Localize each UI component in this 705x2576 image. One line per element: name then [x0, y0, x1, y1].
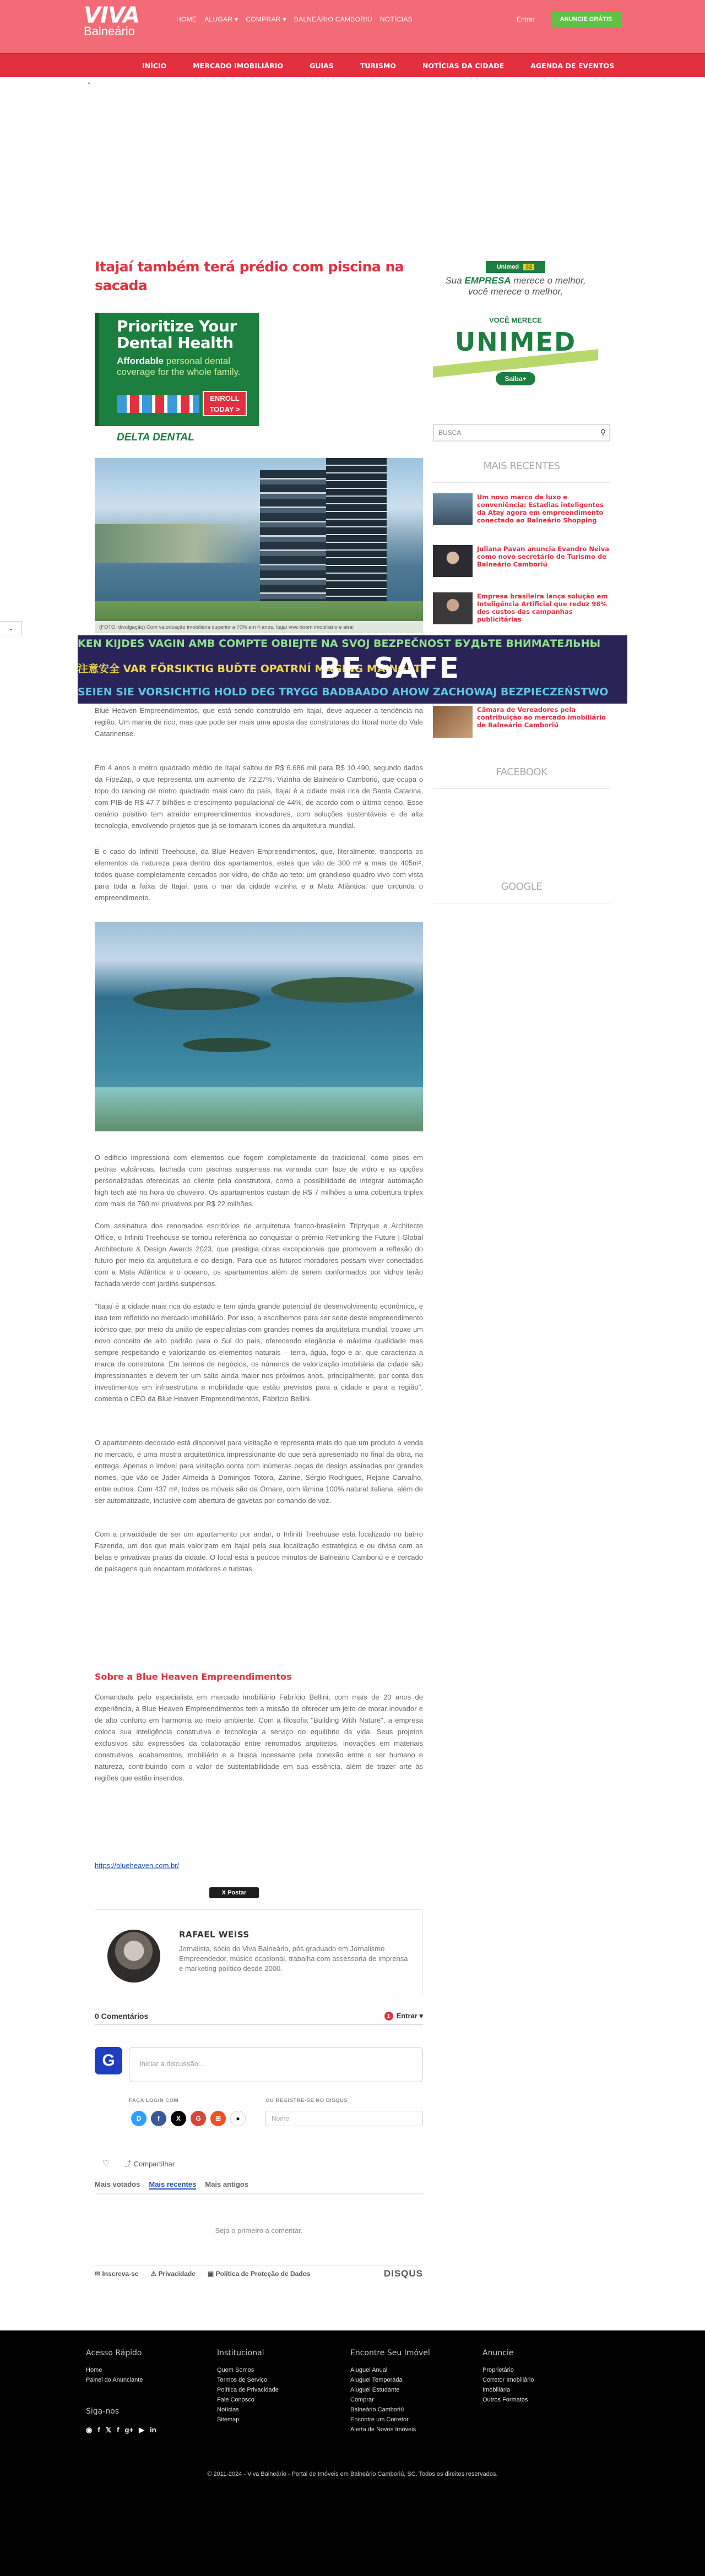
facebook-icon[interactable]: f — [97, 2426, 100, 2434]
category-nav — [0, 53, 705, 77]
name-input[interactable]: Nome — [265, 2111, 423, 2126]
footer-link[interactable]: Proprietário — [482, 2367, 514, 2373]
recent-title: MAIS RECENTES — [483, 460, 560, 472]
article-paragraph: Blue Heaven Empreendimentos, que está sendo construído em Itajaí, deve aquecer a tendência na região. Um mania de rico, mas que pode ser mais uma aposta das construtoras do litoral norte do Vale Catarinense. — [95, 706, 423, 738]
nav-comprar[interactable]: COMPRAR ▾ — [246, 15, 286, 23]
nav-alugar[interactable]: ALUGAR ▾ — [204, 15, 238, 23]
image-caption: (FOTO: divulgação) Com valorização imobiliária superior a 70% em 4 anos, Itajaí vive boom imobiliário e atrai — [95, 621, 423, 633]
x-login-icon[interactable]: X — [171, 2111, 186, 2126]
instagram-icon[interactable]: ◉ — [86, 2426, 93, 2434]
island — [271, 977, 414, 1003]
footer-col-acesso — [86, 2349, 196, 2385]
footer-link[interactable]: Sitemap — [217, 2416, 240, 2423]
cat-turismo[interactable]: TURISMO — [360, 61, 396, 70]
comment-input[interactable]: Iniciar a discussão... — [129, 2047, 423, 2082]
recent-thumb — [433, 706, 473, 738]
linkedin-icon[interactable]: in — [150, 2426, 156, 2434]
comments-section — [95, 2008, 423, 2025]
facebook-alt-icon[interactable]: f — [117, 2426, 120, 2434]
footer-link[interactable]: Aluguel Estudante — [350, 2387, 400, 2393]
article-paragraph: Comandada pelo especialista em mercado imobiliário Fabrício Bellini, com mais de 20 anos de experiência, a Blue Heaven Empreendimentos tem a missão de oferecer um jeito de morar inovador e de alto conforto em harmonia ao meio ambiente. Com a filosofia "Building With Nature", a empresa coloca sua inteligência construtiva e tecnologia a serviço do equilíbrio da vida. Seus projetos exclusivos são expressões da colaboração entre renomados arquitetos, inovações em materiais construtivos, acabamentos, mobiliário e a busca incessante pela conexão entre o ser humano e natureza, contribuindo com o valor de sustentabilidade em sua essência, além de trazer arte às regiões que estão inseridos. — [95, 1693, 423, 1782]
disqus-logo[interactable]: DISQUS — [383, 2268, 423, 2279]
article-paragraph: "Itajaí é a cidade mais rica do estado e tem ainda grande potencial de desenvolvimento econômico, e isso tem refletido no mercado imobiliário. Por isso, a escolhemos para ser sede deste empreendimento icônico que, por meio da união de especialistas com grandes nomes da arquitetura mundial, trouxe um novo conceito de alto padrão para o Sul do país, oferecendo elegância e máxima qualidade mas sempre respeitando e valorizando os elementos naturais – terra, água, fogo e ar, que caracteriza a marca da construtora. Em termos de negócios, os números de valorização imobiliária da cidade são impressionantes e devem ter um salto ainda maior nos próximos anos, principalmente, por conta dos investimentos em infraestrutura e mobilidade que estão previstos para a cidade e para a região", comenta o CEO da Blue Heaven Empreendimentos, Fabrício Bellini. — [95, 1302, 423, 1403]
sort-best[interactable]: Mais votados — [95, 2180, 140, 2188]
article-hero-image — [95, 458, 423, 633]
banner-row-3: SEIEN SIE VORSICHTIG HOLD DEG TRYGG BADBAADO AHOW ZACHOWAJ BEZPIECZEŃSTWO — [78, 686, 609, 698]
login-link[interactable]: Entrar — [517, 15, 535, 23]
unimed-brand: UNIMED — [454, 327, 577, 357]
island — [133, 988, 260, 1010]
apple-login-icon[interactable]: ● — [230, 2111, 246, 2126]
footer-link[interactable]: Home — [86, 2367, 102, 2373]
empty-comments-text: Seja o primeiro a comentar. — [215, 2226, 303, 2235]
blueheaven-link[interactable]: https://blueheaven.com.br/ — [95, 1861, 180, 1870]
article-paragraph: É o caso do Infinití Treehouse, da Blue Heaven Empreendimentos, que, literalmente, transporta os elementos da natureza para dentro dos apartamentos, estes que vão de 300 m² a mais de 405m², todos quase completamente cercados por vidro, do chão ao teto: um grandioso quadro vivo com vista para toda a faixa de Itajaí, para o mar da cidade vizinha e a Mata Atlântica, que circunda o empreendimento. — [95, 847, 423, 902]
shore — [95, 1087, 423, 1131]
recent-title-link[interactable]: Empresa brasileira lança solução em Inteligência Artificial que reduz 98% dos custos das campanhas publicitárias — [477, 592, 608, 623]
enroll-button[interactable]: ENROLL TODAY > — [203, 391, 247, 416]
delta-dental-logo: DELTA DENTAL — [95, 426, 259, 449]
article-title: Itajaí também terá prédio com piscina na sacada — [95, 259, 404, 293]
footer-col-title: Anuncie — [482, 2349, 514, 2357]
x-post-button[interactable]: X Postar — [209, 1887, 259, 1898]
footer-link[interactable]: Encontre um Corretor — [350, 2416, 409, 2423]
saiba-mais-button[interactable]: Saiba+ — [496, 372, 535, 385]
footer-link[interactable]: Outros Formatos — [482, 2397, 528, 2403]
article-paragraph: Com a privacidade de ser um apartamento por andar, o Infiniti Treehouse está localizado no bairro Fazenda, um dos que mais valorizam em Itajaí pela sua localização estratégica e ou divisa com as belas e privativas praias da cidade. O local está a poucos minutos de Balneário Camboriú e é cercado de paisagens que encantam moradores e turistas. — [95, 1530, 423, 1573]
youtube-icon[interactable]: ▶ — [139, 2426, 145, 2434]
footer-link[interactable]: Notícias — [217, 2406, 239, 2413]
logo-viva: VIVA — [84, 3, 140, 28]
footer-col-title: Acesso Rápido — [86, 2349, 142, 2357]
dental-ad-headline: Prioritize Your Dental Health — [117, 317, 237, 352]
disqus-footer — [95, 2265, 423, 2281]
footer-link[interactable]: Aluguel Anual — [350, 2367, 388, 2373]
footer-link[interactable]: Termos de Serviço — [217, 2377, 268, 2383]
recent-item[interactable] — [433, 706, 610, 741]
divider — [95, 2193, 423, 2194]
data-protection-link[interactable]: ▣ Política de Proteção de Dados — [207, 2269, 311, 2278]
article-paragraph: O edifício impressiona com elementos que fogem completamente do tradicional, como pisos em pedras vulcânicas, fachada com piscinas suspensas na varanda com face de vidro e as opções personalizadas oferecidas ao cliente pela construtora, como a possibilidade de integrar automação high tech até na hora do chuveiro. Os apartamentos custam de R$ 7 milhões a uma cobertura triplex com mais de 760 m² privativos por R$ 22 milhões. — [95, 1153, 423, 1208]
dental-ad-subtext: Affordable personal dental coverage for the whole family. — [117, 356, 241, 377]
search-input[interactable]: BUSCA ⚲ — [433, 424, 610, 442]
anuncie-gratis-button[interactable]: ANUNCIE GRÁTIS — [551, 11, 621, 28]
divider — [433, 482, 610, 483]
facebook-login-icon[interactable]: f — [151, 2111, 166, 2126]
nav-noticias[interactable]: NOTÍCIAS — [379, 15, 413, 23]
share-button[interactable]: ⤴ Compartilhar — [124, 2160, 175, 2168]
recent-thumb — [433, 545, 473, 577]
ad-collapse-toggle[interactable]: ⌄ — [0, 621, 22, 635]
footer-col-imovel — [350, 2349, 460, 2435]
article-ocean-image — [95, 922, 423, 1131]
divider — [433, 788, 610, 789]
social-icons — [86, 2426, 156, 2435]
cat-agenda[interactable]: AGENDA DE EVENTOS — [530, 61, 615, 70]
login-with-label: FAÇA LOGIN COM — [129, 2098, 179, 2104]
section-subtitle: Sobre a Blue Heaven Empreendimentos — [95, 1671, 292, 1682]
twitter-icon[interactable]: 𝕏 — [105, 2426, 112, 2434]
site-logo[interactable] — [84, 4, 139, 37]
article-header — [95, 258, 423, 295]
footer-link[interactable]: Balneário Camboriú — [350, 2406, 404, 2413]
footer-link[interactable]: Quem Somos — [217, 2367, 254, 2373]
footer-link[interactable]: Imobiliária — [482, 2387, 511, 2393]
copyright: © 2011-2024 - Viva Balneário - Portal de Imóveis em Balneário Camboriú, SC. Todos os direitos reservados. — [207, 2471, 498, 2477]
facebook-title: FACEBOOK — [496, 766, 547, 778]
notification-badge: 1 — [384, 2012, 393, 2021]
footer-col-institucional — [217, 2349, 327, 2425]
logo-balneario: Balneário — [84, 24, 135, 38]
author-box — [95, 1909, 423, 1996]
unimed-logo: Unimed 32 — [486, 261, 545, 273]
author-name[interactable]: RAFAEL WEISS — [179, 1930, 250, 1940]
footer-link[interactable]: Painel do Anunciante — [86, 2377, 143, 2383]
top-nav — [176, 15, 413, 23]
recent-thumb — [433, 592, 473, 624]
google-title: GOOGLE — [501, 881, 543, 892]
article-paragraph: O apartamento decorado está disponível para visitação e representa mais do que um produto à venda no mercado, é uma mostra arquitetônica impressionante do que será apresentado no final da obra, na entrega. Apenas o imóvel para visitação conta com inúmeras peças de design assinadas por grandes nomes, que vão de Jader Almeida à Domingos Totora, Zanine, Sérgio Rodrigues, Rejane Carvalho, entre outros. Com 437 m², todos os móveis são da Ornare, com lâmina 100% natural italiana, além de ser automatizado, inclusive com abertura de gavetas por comando de voz. — [95, 1439, 423, 1505]
recent-title-link[interactable]: Juliana Pavan anuncia Evandro Neiva como novo secretário de Turismo de Balneário Camboriú — [477, 545, 609, 568]
sort-oldest[interactable]: Mais antigos — [205, 2180, 249, 2188]
recent-thumb — [433, 493, 473, 525]
privacy-link[interactable]: ⚠ Privacidade — [150, 2269, 196, 2278]
sort-newest[interactable]: Mais recentes — [149, 2180, 197, 2188]
recent-item[interactable] — [433, 545, 610, 580]
google-plus-icon[interactable]: g+ — [124, 2426, 134, 2434]
footer-link[interactable]: Alerta de Novos Imóveis — [350, 2426, 416, 2433]
footer-link[interactable]: Aluguel Temporada — [350, 2377, 403, 2383]
nav-balneario[interactable]: BALNEÁRIO CAMBORIÚ — [294, 15, 372, 23]
hero-coast — [95, 524, 260, 563]
top-header — [0, 0, 705, 53]
google-login-icon[interactable]: G — [191, 2111, 206, 2126]
recent-title-link[interactable]: Um novo marco de luxo e conveniência: Estadias inteligentes da Atay agora em empreendimento conectado ao Balneário Shopping — [477, 493, 604, 524]
banner-row-1: KEN KIJDES VAGIN AMB COMPTE OBIEJTE NA SVOJ BEZPEČNOST БУДЬТЕ ВНИМАТЕЛЬНЫ — [78, 638, 601, 650]
recent-title-link[interactable]: Câmara de Vereadores pela contribuição ao mercado imobiliário de Balneário Camboriú — [477, 706, 606, 729]
author-bio: Jornalista, sócio do Viva Balneário, pós graduado em Jornalismo Empreendedor, músico ocasional, trabalha com assessoria de imprensa e marketing político desde 2000. — [179, 1945, 408, 1973]
comments-login-label: Entrar ▾ — [396, 2012, 423, 2020]
banner-row-2: 注意安全 VAR FÖRSIKTIG BUĎTE OPATRNÍ MAGING MAINGAT — [78, 663, 421, 675]
microsoft-login-icon[interactable]: ⊞ — [210, 2111, 226, 2126]
subscribe-link[interactable]: ✉ Inscreva-se — [95, 2269, 139, 2278]
footer-link[interactable]: Política de Privacidade — [217, 2387, 279, 2393]
comments-count: 0 Comentários — [95, 2012, 149, 2021]
island — [183, 1038, 271, 1052]
footer-col-title: Institucional — [217, 2349, 264, 2357]
author-avatar — [107, 1930, 160, 1983]
footer-link[interactable]: Corretor Imobiliário — [482, 2377, 534, 2383]
spacer-dot — [88, 83, 90, 84]
cat-guias[interactable]: GUIAS — [310, 61, 334, 70]
search-icon[interactable]: ⚲ — [600, 428, 606, 437]
comments-login[interactable] — [384, 2012, 423, 2021]
unimed-ad-text: Sua EMPRESA merece o melhor, você merece o melhor, — [445, 275, 586, 297]
recent-item[interactable] — [433, 592, 610, 628]
heart-icon[interactable]: ♡ — [102, 2159, 110, 2168]
footer-link[interactable]: Fale Conosco — [217, 2397, 254, 2403]
dental-ad-graphic — [117, 395, 199, 413]
register-label: OU REGISTRE-SE NO DISQUS — [265, 2098, 348, 2104]
footer-link[interactable]: Comprar — [350, 2397, 374, 2403]
cat-mercado[interactable]: MERCADO IMOBILIÁRIO — [193, 61, 284, 70]
follow-title: Siga-nos — [86, 2407, 120, 2416]
nav-home[interactable]: HOME — [176, 15, 197, 23]
article-paragraph: Em 4 anos o metro quadrado médio de Itajaí saltou de R$ 6.686 mil para R$ 10.490, segundo dados da FipeZap, o que representa um aumento de 72,27%. Vizinha de Balneário Camboriú, que ocupa o topo do ranking de metro quadrado mais caro do país, Itajaí é a cidade mais rica de Santa Catarina, com PIB de R$ 47,7 bilhões e crescimento populacional de 44%, de acordo com o último censo. Esse cenário positivo tem atraído empreendimentos inovadores, com soluções sustentáveis e de alta tecnologia, envolvendo projetos que já se tornaram ícones da arquitetura mundial. — [95, 764, 423, 830]
unimed-ad[interactable] — [433, 258, 598, 395]
article-paragraph: Com assinatura dos renomados escritórios de arquitetura franco-brasileiro Triptyque e Architecte Office, o Infiniti Treehouse se tornou referência ao conquistar o prêmio Rethinking the Future | Global Architecture & Design Awards 2023, que prestigia obras excepcionais que promovem a reflexão do futuro por meio da arquitetura e do design. Para que os futuros moradores possam viver conectados com a Mata Atlântica e o oceano, os apartamentos além de serem conformados por vidros terão fachada verde com jardins suspensos. — [95, 1222, 423, 1288]
user-avatar-icon: G — [95, 2047, 122, 2074]
cat-noticias[interactable]: NOTÍCIAS DA CIDADE — [422, 61, 505, 70]
unimed-voce-merece: VOCÊ MERECE — [489, 316, 543, 324]
footer-col-anuncie — [482, 2349, 593, 2405]
dental-ad[interactable] — [95, 313, 259, 449]
sort-tabs — [95, 2180, 248, 2190]
disqus-login-icon[interactable]: D — [131, 2111, 147, 2126]
banner-be-safe: BE SAFE — [319, 652, 460, 685]
be-safe-banner-ad[interactable] — [78, 635, 627, 704]
recent-item[interactable] — [433, 493, 610, 529]
cat-inicio[interactable]: INÍCIO — [142, 61, 167, 70]
footer-col-title: Encontre Seu Imóvel — [350, 2349, 430, 2357]
